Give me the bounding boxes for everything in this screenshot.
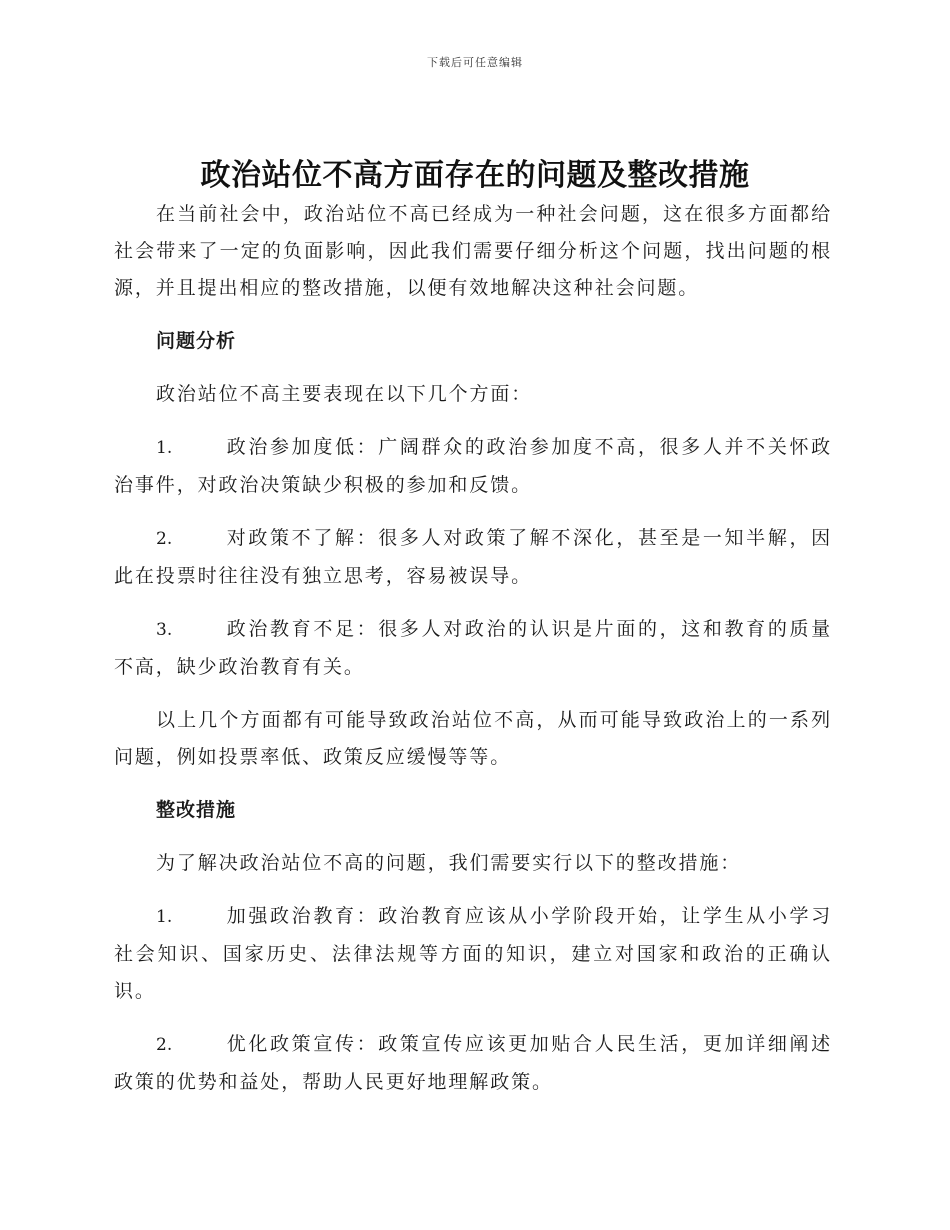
- list-item-number: 2.: [156, 529, 173, 549]
- intro-paragraph: 在当前社会中，政治站位不高已经成为一种社会问题，这在很多方面都给社会带来了一定的负面影响，因此我们需要仔细分析这个问题，找出问题的根源，并且提出相应的整改措施，以便有效地解决这种社会问题。: [114, 203, 832, 299]
- document-body: [114, 196, 832, 1101]
- list-item: [114, 429, 832, 504]
- list-item: [114, 520, 832, 595]
- list-item-number: 3.: [156, 620, 173, 640]
- list-item: [114, 898, 832, 1010]
- section1-lead: 政治站位不高主要表现在以下几个方面：: [156, 383, 533, 405]
- list-item-text: 政治教育不足：很多人对政治的认识是片面的，这和教育的质量不高，缺少政治教育有关。: [114, 618, 832, 678]
- list-item-number: 2.: [156, 1035, 173, 1055]
- list-item-number: 1.: [156, 907, 173, 927]
- list-item: [114, 611, 832, 686]
- document-title: 政治站位不高方面存在的问题及整改措施: [200, 158, 750, 193]
- section-heading-rectification: 整改措施: [156, 799, 237, 821]
- list-item-text: 政治参加度低：广阔群众的政治参加度不高，很多人并不关怀政治事件，对政治决策缺少积极的参加和反馈。: [114, 436, 832, 496]
- header-note: 下载后可任意编辑: [427, 56, 523, 69]
- section-heading-problem-analysis: 问题分析: [156, 330, 237, 352]
- list-item-text: 对政策不了解：很多人对政策了解不深化，甚至是一知半解，因此在投票时往往没有独立思考，容易被误导。: [114, 527, 832, 587]
- list-item: [114, 1026, 832, 1101]
- section1-summary: 以上几个方面都有可能导致政治站位不高，从而可能导致政治上的一系列问题，例如投票率低、政策反应缓慢等等。: [114, 709, 832, 768]
- section2-lead: 为了解决政治站位不高的问题，我们需要实行以下的整改措施：: [156, 852, 742, 874]
- list-item-text: 优化政策宣传：政策宣传应该更加贴合人民生活，更加详细阐述政策的优势和益处，帮助人民更好地理解政策。: [114, 1033, 832, 1093]
- list-item-number: 1.: [156, 438, 173, 458]
- list-item-text: 加强政治教育：政治教育应该从小学阶段开始，让学生从小学习社会知识、国家历史、法律法规等方面的知识，建立对国家和政治的正确认识。: [114, 905, 832, 1002]
